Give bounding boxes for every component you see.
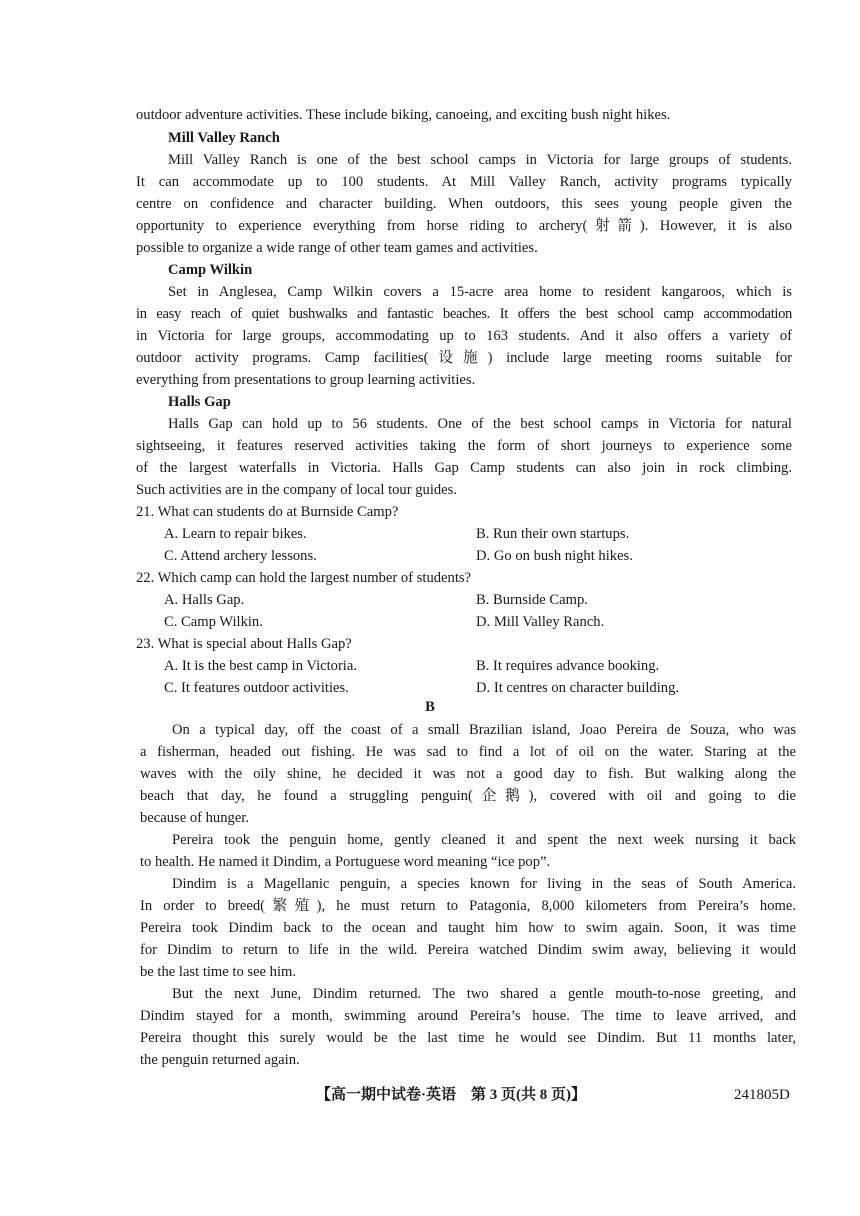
intro-tail-line: outdoor adventure activities. These include biking, canoeing, and exciting bush night hikes.	[136, 107, 671, 123]
passage-b-line: be the last time to see him.	[140, 964, 297, 980]
answer-option[interactable]: B. Run their own startups.	[476, 526, 630, 542]
answer-option[interactable]: D. It centres on character building.	[476, 680, 680, 696]
mill-valley-heading: Mill Valley Ranch	[168, 130, 280, 146]
mill-valley-line: centre on confidence and character building. When outdoors, this sees young people given the	[136, 196, 792, 212]
mill-valley-line: opportunity to experience everything from horse riding to archery(射箭). However, it is also	[136, 218, 792, 234]
passage-b-line: Pereira thought this surely would be the last time he would see Dindim. But 11 months later,	[140, 1030, 796, 1046]
passage-b-line: beach that day, he found a struggling penguin(企鹅), covered with oil and going to die	[140, 788, 796, 804]
answer-option[interactable]: A. Halls Gap.	[164, 592, 245, 608]
camp-wilkin-line: Set in Anglesea, Camp Wilkin covers a 15-acre area home to resident kangaroos, which is	[168, 284, 792, 300]
answer-option[interactable]: C. Camp Wilkin.	[164, 614, 263, 630]
passage-b-line: In order to breed(繁殖), he must return to Patagonia, 8,000 kilometers from Pereira’s home.	[140, 898, 796, 914]
passage-b-line: Pereira took Dindim back to the ocean and taught him how to swim again. Soon, it was time	[140, 920, 796, 936]
passage-b-line: On a typical day, off the coast of a small Brazilian island, Joao Pereira de Souza, who was	[172, 722, 796, 738]
page-footer-title: 【高一期中试卷·英语 第 3 页(共 8 页)】	[316, 1087, 586, 1103]
answer-option[interactable]: C. Attend archery lessons.	[164, 548, 317, 564]
question-stem: 23. What is special about Halls Gap?	[136, 636, 352, 652]
halls-gap-line: Halls Gap can hold up to 56 students. One of the best school camps in Victoria for natural	[168, 416, 792, 432]
halls-gap-line: sightseeing, it features reserved activities taking the form of short journeys to experience some	[136, 438, 792, 454]
halls-gap-line: of the largest waterfalls in Victoria. Halls Gap Camp students can also join in rock climbing.	[136, 460, 792, 476]
answer-option[interactable]: D. Mill Valley Ranch.	[476, 614, 605, 630]
question-stem: 22. Which camp can hold the largest number of students?	[136, 570, 472, 586]
answer-option[interactable]: D. Go on bush night hikes.	[476, 548, 633, 564]
passage-b-line: Dindim is a Magellanic penguin, a species known for living in the seas of South America.	[172, 876, 796, 892]
question-stem: 21. What can students do at Burnside Camp?	[136, 504, 399, 520]
answer-option[interactable]: A. It is the best camp in Victoria.	[164, 658, 357, 674]
answer-option[interactable]: A. Learn to repair bikes.	[164, 526, 307, 542]
answer-option[interactable]: B. It requires advance booking.	[476, 658, 660, 674]
mill-valley-line: It can accommodate up to 100 students. At Mill Valley Ranch, activity programs typically	[136, 174, 792, 190]
halls-gap-line: Such activities are in the company of local tour guides.	[136, 482, 457, 498]
passage-b-line: a fisherman, headed out fishing. He was sad to find a lot of oil on the water. Staring at the	[140, 744, 796, 760]
passage-b-line: waves with the oily shine, he decided it was not a good day to fish. But walking along the	[140, 766, 796, 782]
exam-code: 241805D	[734, 1087, 790, 1103]
answer-option[interactable]: C. It features outdoor activities.	[164, 680, 349, 696]
passage-b-line: Dindim stayed for a month, swimming around Pereira’s house. The time to leave arrived, and	[140, 1008, 796, 1024]
passage-b-line: the penguin returned again.	[140, 1052, 300, 1068]
mill-valley-line: possible to organize a wide range of other team games and activities.	[136, 240, 538, 256]
passage-b-line: for Dindim to return to life in the wild. Pereira watched Dindim swim away, believing it would	[140, 942, 796, 958]
passage-b-line: because of hunger.	[140, 810, 250, 826]
passage-b-line: Pereira took the penguin home, gently cleaned it and spent the next week nursing it back	[172, 832, 796, 848]
camp-wilkin-line: outdoor activity programs. Camp facilities(设施) include large meeting rooms suitable for	[136, 350, 792, 366]
passage-b-line: to health. He named it Dindim, a Portuguese word meaning “ice pop”.	[140, 854, 551, 870]
answer-option[interactable]: B. Burnside Camp.	[476, 592, 588, 608]
halls-gap-heading: Halls Gap	[168, 394, 231, 410]
camp-wilkin-line: in Victoria for large groups, accommodating up to 163 students. And it also offers a variety of	[136, 328, 792, 344]
passage-b-line: But the next June, Dindim returned. The two shared a gentle mouth-to-nose greeting, and	[172, 986, 796, 1002]
camp-wilkin-heading: Camp Wilkin	[168, 262, 253, 278]
section-label-b: B	[425, 699, 435, 715]
camp-wilkin-line: in easy reach of quiet bushwalks and fantastic beaches. It offers the best school camp accommodation	[136, 306, 792, 322]
mill-valley-line: Mill Valley Ranch is one of the best school camps in Victoria for large groups of students.	[168, 152, 792, 168]
camp-wilkin-line: everything from presentations to group learning activities.	[136, 372, 476, 388]
